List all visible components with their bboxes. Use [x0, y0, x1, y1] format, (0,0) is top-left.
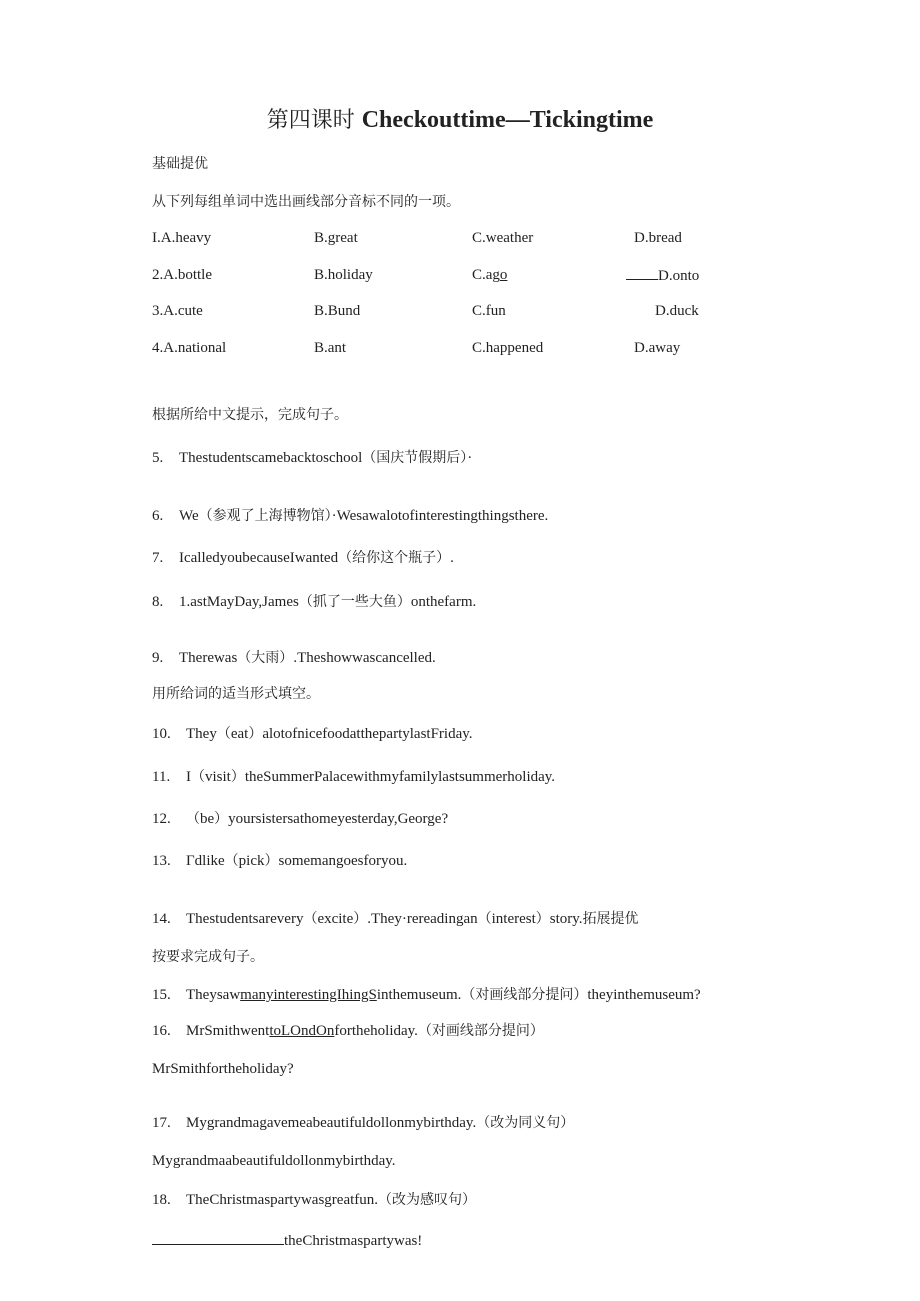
- question-17: 17. Mygrandmagavemeabeautifuldollonmybirthday.（改为同义句）: [152, 1115, 575, 1131]
- question-8: 8. 1.astMayDay,James（抓了一些大鱼）onthefarm.: [152, 594, 477, 610]
- answer-blank: [152, 1232, 284, 1245]
- underlined-phrase: toLOndOn: [269, 1023, 335, 1039]
- question-10: 10. They（eat）alotofnicefoodatthepartylastFriday.: [152, 726, 473, 742]
- question-15: 15. TheysawmanyinterestingIhingSinthemuseum.（对画线部分提问）theyinthemuseum?: [152, 987, 701, 1003]
- question-6: 6. We（参观了上海博物馆）·Wesawalotofinterestingthingsthere.: [152, 508, 549, 524]
- underlined-phrase: manyinterestingIhingS: [240, 987, 377, 1003]
- option-d: D.onto: [626, 267, 699, 285]
- option-b: B.ant: [314, 340, 347, 356]
- answer-line-18: theChristmaspartywas!: [152, 1232, 422, 1250]
- option-d: D.away: [634, 340, 681, 356]
- question-14: 14. Thestudentsarevery（excite）.They·rereadingan（interest）story.拓展提优: [152, 911, 639, 927]
- question-7: 7. IcalledyoubecauseIwanted（给你这个瓶子）.: [152, 550, 454, 566]
- option-b: B.Bund: [314, 303, 361, 319]
- question-11: 11. I（visit）theSummerPalacewithmyfamilylastsummerholiday.: [152, 769, 556, 785]
- question-5: 5. Thestudentscamebacktoschool（国庆节假期后）·: [152, 450, 473, 466]
- option-b: B.holiday: [314, 267, 373, 283]
- underlined-letter: o: [499, 267, 508, 283]
- question-9: 9. Therewas（大雨）.Theshowwascancelled.: [152, 650, 436, 666]
- instruction-phonetics: 从下列每组单词中选出画线部分音标不同的一项。: [152, 194, 460, 210]
- option-c: C.happened: [472, 340, 544, 356]
- option-c: C.fun: [472, 303, 506, 319]
- answer-line-16: MrSmithfortheholiday?: [152, 1061, 294, 1077]
- option-c: C.ago: [472, 267, 508, 283]
- answer-blank: [626, 267, 658, 280]
- option-a: 3.A.cute: [152, 303, 203, 319]
- option-d: D.bread: [634, 230, 682, 246]
- question-16: 16. MrSmithwenttoLOndOnfortheholiday.（对画线部分提问）: [152, 1023, 544, 1039]
- option-a: I.A.heavy: [152, 230, 212, 246]
- instruction-word-form: 用所给词的适当形式填空。: [152, 686, 320, 702]
- option-a: 2.A.bottle: [152, 267, 212, 283]
- question-13: 13. Γdlike（pick）somemangoesforyou.: [152, 853, 408, 869]
- instruction-chinese-hint: 根据所给中文提示，完成句子。: [152, 407, 348, 423]
- answer-line-17: Mygrandmaabeautifuldollonmybirthday.: [152, 1153, 396, 1169]
- instruction-requirements: 按要求完成句子。: [152, 949, 264, 965]
- title-chinese: 第四课时: [266, 108, 362, 133]
- section-extension: 拓展提优: [582, 911, 639, 927]
- title-english: Checkouttime—Tickingtime: [361, 107, 654, 133]
- question-18: 18. TheChristmaspartywasgreatfun.（改为感叹句）: [152, 1192, 477, 1208]
- section-basic: 基础提优: [152, 156, 208, 172]
- question-12: 12. （be）yoursistersathomeyesterday,George?: [152, 811, 449, 827]
- option-c: C.weather: [472, 230, 534, 246]
- option-a: 4.A.national: [152, 340, 227, 356]
- option-d: D.duck: [655, 303, 699, 319]
- page-title: [0, 103, 920, 134]
- option-b: B.great: [314, 230, 358, 246]
